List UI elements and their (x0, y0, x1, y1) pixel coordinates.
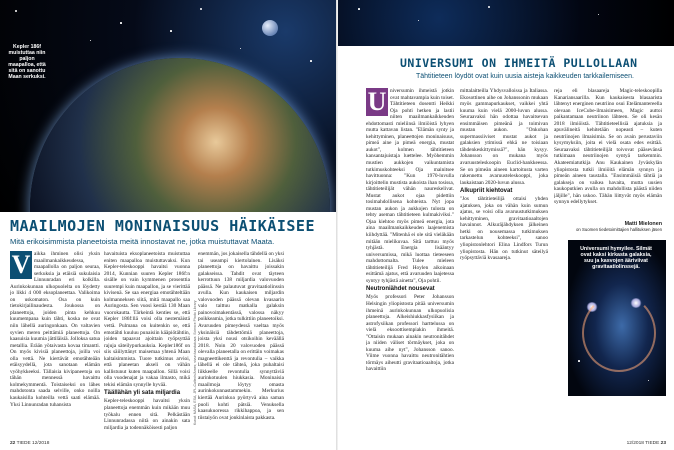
body-text: reja eli blasaareja Magic-teleskoopilla Kanariansaarilla. Kun kaukaisesta blasaarista lähtenyt energinen neutriino osui Etelämantereella olevaan IceCube-ilmaisimeen, Magic auttoi paikantamaan neutriinon lähteen. Se oli kesän 2018 ilmiöistä. Tähtitieteellisiä ajatuksia ja apuvälineitä kehitetään nopeasti – kuten neutriinojen ilmaisimia. Se on avain perustaviin kysymyksiin, joita ei vielä osata edes esittää. Seuraavaksi tähtitieteilijät toivovat pääsevänsä tutkimaan neutriinojen syntyä tarkemmin. Akateemiatutkija Anu Kaukainen Jyväskylän yliopistosta tutkii ilmiöitä elämän synnyn ja pimeän aineen taustalla. "Ensimmäisiä tähtiä ja galakseja on vaikea havaita, mutta uusien kaukoputkien avulla on mahdollista päästä niiden jäljille", hän uskoo. Tähän liittyvät myös elämän synnyn edellytykset. (554, 88, 662, 206)
page-title: UNIVERSUMI ON IHMEITÄ PULLOLLAAN (400, 56, 638, 70)
body-text: "Jos tähtitieteilijä ottaisi yhden ajatuksen, joka on vähän kuin sumun ajatus, se voisi olla avaruustutkimuksen kehittyminen, gravitaatioaaltojen havainnot. Alkuräjähdyksen jälkeinen hetki on nousemassa tutkimuksen tarkastelun kohteeksi", sanoo yliopistonlehtori Elina Lindfors Turun yliopistosta. Hän on tutkinut säteilyä ryöpsyttäviä kvasaareja. (460, 196, 548, 262)
article-column-2 (460, 88, 548, 436)
author-note: on Suomen tiedetoimittajien hallituksen jäsen (576, 227, 662, 233)
photo-credit: Kuvat: NASA, ESA, JPL-Caltech/Ames; sivun taustakuva: Science Photo Library (193, 300, 197, 425)
page-number: 23 (660, 441, 666, 446)
section-heading: Täällähän yli sata miljardia (104, 390, 181, 397)
folio-left (10, 441, 49, 446)
left-page (0, 0, 336, 450)
distant-planet (262, 20, 278, 36)
image-caption: Kepler 186f muistuttaa niin paljon maapalloa, että sitä on sanottu Maan serkuksi. (8, 44, 46, 80)
body-text: aikka ihminen olisi yksin maailmankaikkeudessa, maapallolla on paljon seuraa, serkuksia ja etäisiä sukulaisia Linnunradan eri kolkilla. Aurinkokunnan ulkopuolelta on löydetty jo likki 4 000 eksoplaneettaa. Valikoima on uskomaton. Osa on kuin tietokirjailinaudesta. Joukossa on planeettoja, joiden pinta kehkuu kuumempana kuin tähti, koska ne ovat niin lähellä auringonkaan. On valtavien syvien meren peittämiä planeettoja. On kaasuisia kuumia jättiläisiä. Jolloksa satua metallia. Erään yötaivasta kovaa timantti. On myös kivisiä planeettoja, joilla voi olla vettä. Ne kiertävät emotähteään etäisyydellä, jota sanotaan elämän vyöhykkeeksi. Tällaisia kivipaneetoja on tähän mennessä havaittu kolmekymmentä. Toistaiseksi on lähes mahdotonta saada selville, onko noilla kaukaisilla kohteilla vettä saati elämää. Yksi Linnunradan tuhansista (10, 251, 100, 408)
article-column-1 (10, 251, 100, 435)
gravitational-lens-arc (582, 294, 656, 372)
right-page (338, 0, 674, 450)
body-text: Myös professori Peter Johansson Helsingin yliopistosta pitää universumin ihmeinä aurinkokunnan ulkopuolisia planeettoja. Alkeishiukkasfysiikan ja astrofysiikan professori harttelussa on vielä eksoottisempiakin ihmeitä. "Ottaisin mukaan ainakin neutronitähdet ja niiden väliset törmäykset, joka on kuuma aihe nyt", Johansson sanoo. Viime vuonna havaittu neutronitähtien törmäys aiheutti gravitaatioaaltoja, jotka havaittiin (366, 294, 454, 373)
article-column-1 (366, 88, 454, 436)
page-subtitle: Tähtitieteen löydöt ovat kuin uusia aisteja kaikkeuden tarkkailemiseen. (416, 73, 634, 80)
folio-right (627, 441, 666, 446)
article-column-2 (104, 251, 190, 435)
galaxy-image (568, 240, 666, 396)
section-heading: Alkupriit kiehtovat (460, 188, 513, 195)
page-subtitle: Mitä erikoisimmista planeetoista meitä innostavat ne, jotka muistuttavat Maata. (10, 237, 275, 246)
author-signature (554, 221, 662, 232)
page-number: 22 (10, 441, 16, 446)
body-text: enemmän, jos jokaisella tähdellä on yksi tai useampi kiertolainen. Lisäksi planeettoja on havaittu joissakin galakseissa. Tahdit ovat täyteen kerrottuun 138 miljardia valovuoden päässä. Ne palautuvat gravitaatiolinssin avulla. Kun kaukaisen miljardin valovuoden päässä olevan kvasaarin valo taittuu matkalla galaksin painovoimakentässä, valossa näkyy poikkeamia, jotka tulkittiin planeetoiksi. Avaruuden pimeydessä vaeltaa myös yksinäisiä tähdettömiä planeettoja, joista yksi nousi otsikoihin keväällä 2018. Noin 20 valovuoden päässä olevalla planeetalla on erittäin voimakas magneettikenttä ja revontulia – vaikka lähellä ei ole tähteä, joka puhaltaisi liikkeelle revontulia synnyttäviä aurinkotuulen hiukkasia. Moninaisia maailmoja löytyy omasta aurinkokunnastammekin. Merkurius kiertää Aurinkoa pyörtyvä aina saman puoli kohti pätsiä. Venuksella kaasukuoressa rikkihappoa, ja sen tiistaiyön ovat jonkinlaista pakkasta. (198, 251, 284, 421)
magazine-issue: TIEDE 12/2018 (16, 441, 50, 446)
planet-kepler-186f (30, 58, 330, 212)
drop-cap: V (11, 251, 31, 279)
body-text: mittalaitteilla Yhdysvalloissa ja Italiassa. Ekosottinen aihe on Johanssonin mukaan myös gammapurkaukset, vaikkei yhtä kuuma kuin vielä 2000-luvun alussa. Seuraavaksi hän odottaa havaitsevan ensimmäisen pimeänä ja toimivan mustan aukon. "Onkohan supermassiiviset mustat aukot ja galaksien ytimissä ehkä ne toisiaan tähdenkeskittymissä?", hän kysyy. Johansson on mukana myös avaruusteleskoopin Euclid-hankkeessa. Se on pimeän aineen kartoitusta varten rakennettu avaruusteleskooppi, joka laukaistaan 2020-luvun alussa. (460, 88, 548, 186)
article-column-3 (554, 88, 662, 218)
body-text: havaituista eksoplaneetoista muistuttaa eniten maapalloa muistuttavaksi. Kun Kepler-teleskooppi havaitsi vuonna 2014, Kunnian suuren Kepler 186f:n sisälle on vain kymmenen prosenttia suurempi kuin maapallon, ja se vierittää kivisenä. Se saa energiaa emotähteltään kolmanneksen siitä, mitä maapallo saa Auringosta. Sen vuosi kestää 130 Maan vuorokautta. Tärkeintä kenties se, että Kepler 186f:llä voisi olla nestemäistä vettä. Pulmana on kuitenkin se, että emotähti kuuluu punaisiin kääpiötähtiin, joiden tapaavat ajoittain ryöpsyttää rajuja säteilypurkauksia. Kepler186f on siis säiilyttänyt maisemaa yhtenä Maan kaltaisimmista. Tuore tutkimus arvioi, että planeetan akseli on vähän kallistunut kuten maapallon. Sillä voisi olla vuodenajat ja vakaa ilmasto, mikä tekisi elämän synnylle hyvää. (104, 251, 190, 388)
body-text: Kepler-teleskooppi havaitsi yksin planeettoja enemmän kuin mikään muu työkalu ennen sitä. Pelkästään Linnunradassa niitä on ainakin sata miljardia ja todennäköisesti paljon (104, 398, 190, 431)
space-background-strip (338, 0, 674, 46)
section-heading: Neutroniähdet nousevat (366, 286, 435, 293)
body-text: niversumin ihmeistä jotkin ovat mahtavampia kuin toiset. Tähtitieteen dosentti Heikki Oja pohti hetken ja lastii niiten maailmankaikkeuden ehdottomasti mieliinsä ilmiöistä lyhyen mutta kattavan listan. "Elämän synty ja kehittyminen, planeettojen moninaisuus, pimeä aine ja pimeä energia, mustat aukot", kolmen tähtitieteen kansantajuistaja luettelee. Myöhemmin mustien aukkojen vaikuntamista tutkimuskohteeksi Oja mainitsee havittuonna: "Kun 1970-luvulla kirjoittelin mustista aukoista ihan tosissa, tähtitieteilijät vähän naureskelivat. Mustat aukot ojaa pidettiin tosimahdollisena kohteista. Nyt jopa mustan aukon ja aukkojen tulosta on tehty aseman tähtitieteen kulmakiviksi." Ojaa kiehtoo myös pimeä energia, jota aina maailmankaikkeuden laajenemista kiihdyttää. "Mitenhä ei ole sitä vieläkään mitään mielikuvaa. Sitä tarttuu myös tyhjästä. Energia lisääntyy universumissa, mikä luottaa tieteeseen mahdottomalta. Tulee mieleen tähtitieteilijä Fred Hoylen aikoinaan esittämä ajatus, että avaruuden laajetessa syntyy tyhjästä ainetta", Oja pohtii. (366, 88, 454, 284)
drop-cap: U (367, 88, 387, 116)
article-column-3 (198, 251, 284, 435)
page-title: MAAILMOJEN MONINAISUUS HÄIKÄISEE (10, 217, 315, 235)
author-name: Matti Mielonen (624, 221, 662, 227)
image-caption: Universumi hymyilee. Silmät ovat kaksi kirkasta galaksia, suu ja kasvojen ääriviivat gravitaatiolinssejä. (580, 246, 652, 270)
magazine-issue: 12/2018 TIEDE (626, 441, 660, 446)
planet-illustration (0, 0, 336, 212)
